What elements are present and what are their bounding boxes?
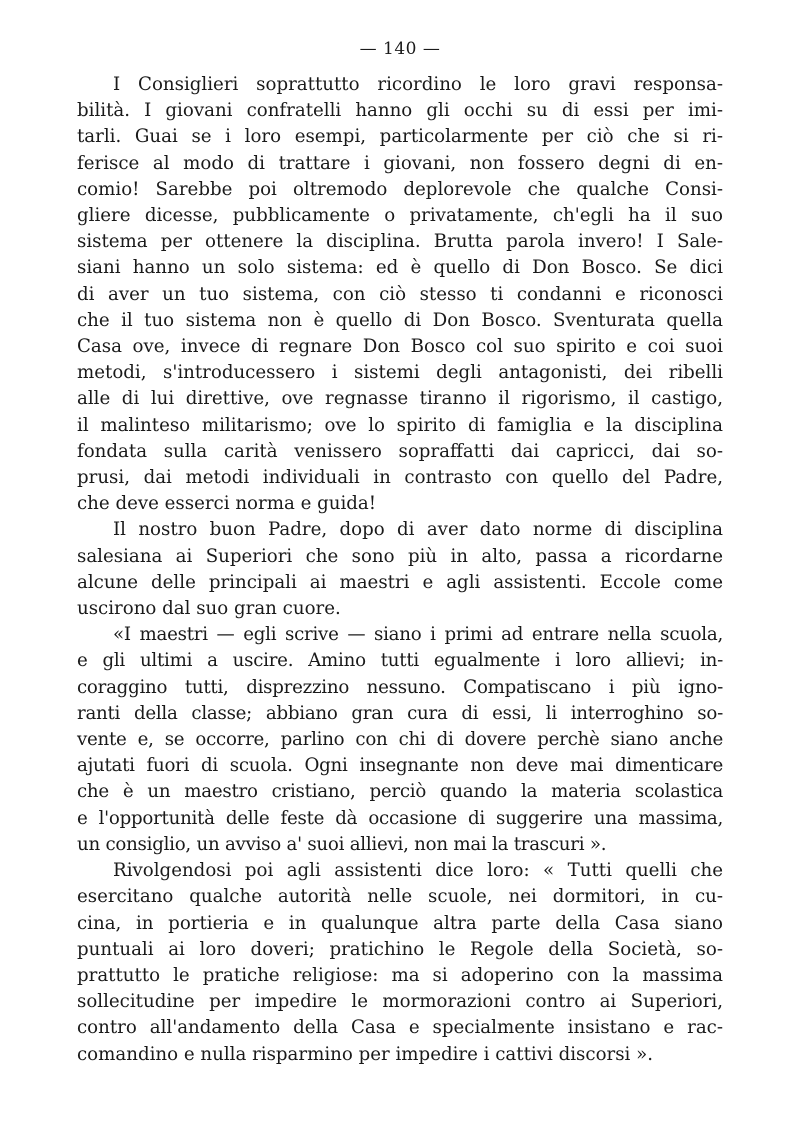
text-line: ferisce al modo di trattare i giovani, non fossero degni di en- xyxy=(77,152,723,174)
text-line: cina, in portieria e in qualunque altra parte della Casa siano xyxy=(77,912,723,934)
text-line: ranti della classe; abbiano gran cura di essi, li interroghino so- xyxy=(77,702,723,724)
text-line: comandino e nulla risparmino per impedire i cattivi discorsi ». xyxy=(77,1043,654,1065)
text-line: metodi, s'introducessero i sistemi degli antagonisti, dei ribelli xyxy=(77,362,723,384)
text-line: sistema per ottenere la disciplina. Brutta parola invero! I Sale- xyxy=(77,231,723,253)
text-line: vente e, se occorre, parlino con chi di dovere perchè siano anche xyxy=(77,729,723,751)
text-line: alcune delle principali ai maestri e agli assistenti. Eccole come xyxy=(77,571,723,593)
text-line: Casa ove, invece di regnare Don Bosco col suo spirito e coi suoi xyxy=(77,336,723,358)
text-line: contro all'andamento della Casa e specialmente insistano e rac- xyxy=(77,1017,723,1039)
text-line: prusi, dai metodi individuali in contrasto con quello del Padre, xyxy=(77,467,723,489)
page-body xyxy=(77,72,723,1068)
paragraph xyxy=(77,858,723,1068)
text-line: il malinteso militarismo; ove lo spirito di famiglia e la disciplina xyxy=(77,414,723,436)
text-line: tarli. Guai se i loro esempi, particolarmente per ciò che si ri- xyxy=(77,126,723,148)
text-line: bilità. I giovani confratelli hanno gli occhi su di essi per imi- xyxy=(77,100,723,122)
text-line: esercitano qualche autorità nelle scuole, nei dormitori, in cu- xyxy=(77,886,723,908)
text-line: e l'opportunità delle feste dà occasione di suggerire una massima, xyxy=(77,807,723,829)
text-line: uscirono dal suo gran cuore. xyxy=(77,598,341,620)
text-line: comio! Sarebbe poi oltremodo deplorevole che qualche Consi- xyxy=(77,178,723,200)
text-line: I Consiglieri soprattutto ricordino le loro gravi responsa- xyxy=(113,74,723,95)
text-line: prattutto le pratiche religiose: ma si adoperino con la massima xyxy=(77,964,723,986)
text-line: Il nostro buon Padre, dopo di aver dato norme di disciplina xyxy=(113,519,723,541)
text-line: siani hanno un solo sistema: ed è quello di Don Bosco. Se dici xyxy=(77,257,723,279)
paragraph xyxy=(77,517,723,622)
text-line: un consiglio, un avviso a' suoi allievi, non mai la trascuri ». xyxy=(77,833,607,855)
text-line: di aver un tuo sistema, con ciò stesso ti condanni e riconosci xyxy=(77,283,723,305)
paragraph xyxy=(77,622,723,858)
text-line: gliere dicesse, pubblicamente o privatamente, ch'egli ha il suo xyxy=(77,205,723,227)
text-line: salesiana ai Superiori che sono più in alto, passa a ricordarne xyxy=(77,545,723,567)
text-line: puntuali ai loro doveri; pratichino le Regole della Società, so- xyxy=(77,938,723,960)
text-line: che deve esserci norma e guida! xyxy=(77,493,377,515)
text-line: fondata sulla carità venissero sopraffatti dai capricci, dai so- xyxy=(77,440,723,462)
text-line: «I maestri — egli scrive — siano i primi ad entrare nella scuola, xyxy=(113,624,723,646)
text-line: coraggino tutti, disprezzino nessuno. Compatiscano i più igno- xyxy=(77,676,723,698)
paragraph xyxy=(77,72,723,517)
text-line: che il tuo sistema non è quello di Don Bosco. Sventurata quella xyxy=(77,309,723,331)
book-page xyxy=(77,38,723,1068)
page-number: — 140 — xyxy=(359,39,441,59)
text-line: che è un maestro cristiano, perciò quando la materia scolastica xyxy=(77,781,723,803)
text-line: Rivolgendosi poi agli assistenti dice loro: « Tutti quelli che xyxy=(113,860,723,882)
text-line: ajutati fuori di scuola. Ogni insegnante non deve mai dimenticare xyxy=(77,755,723,777)
text-line: e gli ultimi a uscire. Amino tutti egualmente i loro allievi; in- xyxy=(77,650,723,672)
text-line: alle di lui direttive, ove regnasse tiranno il rigorismo, il castigo, xyxy=(77,388,723,410)
text-line: sollecitudine per impedire le mormorazioni contro ai Superiori, xyxy=(77,991,723,1013)
